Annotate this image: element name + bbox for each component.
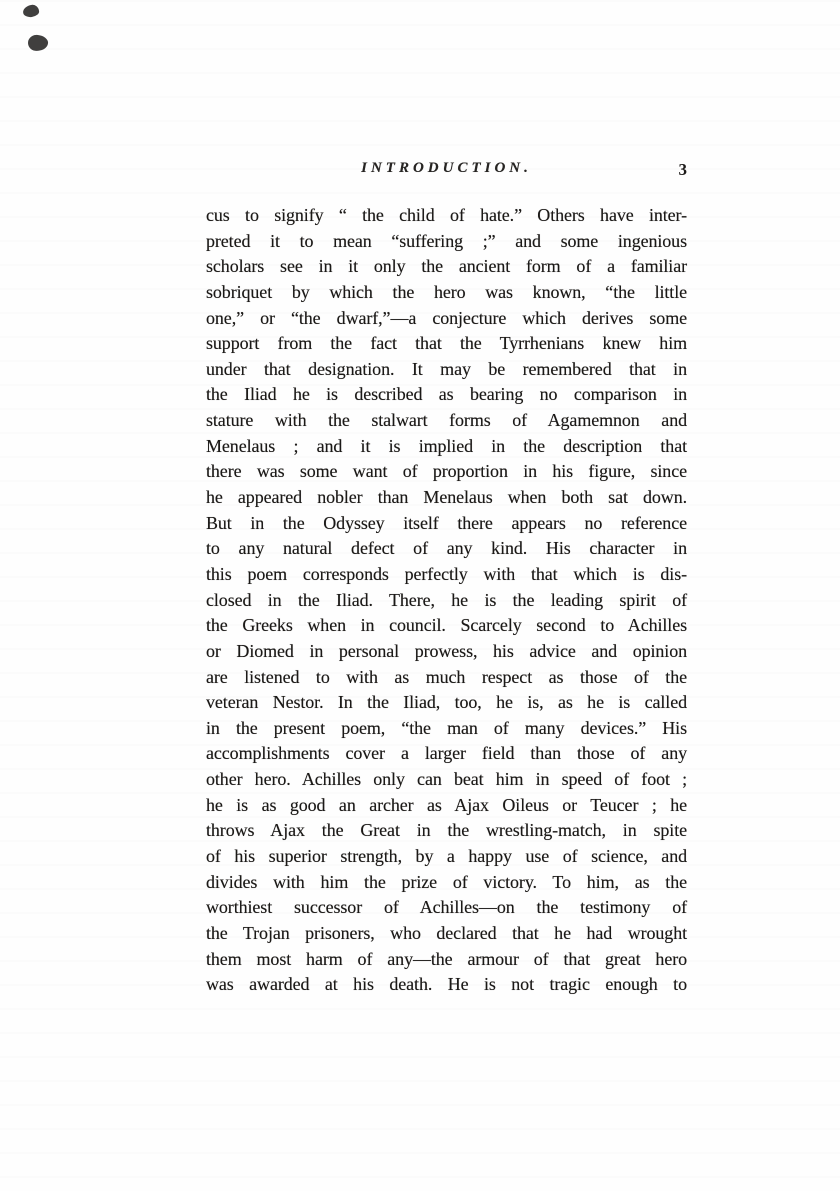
- text-line: to any natural defect of any kind. His character in: [206, 538, 687, 559]
- page-number: 3: [678, 160, 687, 179]
- text-line: scholars see in it only the ancient form of a familiar: [206, 256, 687, 277]
- text-line: throws Ajax the Great in the wrestling-match, in spite: [206, 820, 687, 841]
- text-line: accomplishments cover a larger field than those of any: [206, 743, 687, 764]
- text-line: the Iliad he is described as bearing no comparison in: [206, 384, 687, 405]
- text-line: he is as good an archer as Ajax Oileus or Teucer ; he: [206, 794, 687, 815]
- ink-smudge-mark: [22, 4, 40, 18]
- text-line: was awarded at his death. He is not tragic enough to: [206, 974, 687, 995]
- header-title: INTRODUCTION.: [361, 160, 532, 176]
- text-line: the Trojan prisoners, who declared that he had wrought: [206, 922, 687, 943]
- text-line: in the present poem, “the man of many devices.” His: [206, 717, 687, 738]
- body-text: [206, 203, 687, 998]
- text-line: worthiest successor of Achilles—on the testimony of: [206, 897, 687, 918]
- text-line: them most harm of any—the armour of that great hero: [206, 948, 687, 969]
- text-line: divides with him the prize of victory. To him, as the: [206, 871, 687, 892]
- text-line: closed in the Iliad. There, he is the leading spirit of: [206, 589, 687, 610]
- text-line: of his superior strength, by a happy use of science, and: [206, 846, 687, 867]
- text-line: veteran Nestor. In the Iliad, too, he is, as he is called: [206, 692, 687, 713]
- text-line: this poem corresponds perfectly with that which is dis-: [206, 563, 687, 584]
- text-line: under that designation. It may be remembered that in: [206, 358, 687, 379]
- text-line: the Greeks when in council. Scarcely second to Achilles: [206, 615, 687, 636]
- text-line: he appeared nobler than Menelaus when both sat down.: [206, 487, 687, 508]
- text-line: there was some want of proportion in his figure, since: [206, 461, 687, 482]
- text-line: are listened to with as much respect as those of the: [206, 666, 687, 687]
- running-header: [206, 160, 687, 186]
- text-line: support from the fact that the Tyrrhenians knew him: [206, 333, 687, 354]
- text-line: other hero. Achilles only can beat him in speed of foot ;: [206, 769, 687, 790]
- text-line: cus to signify “ the child of hate.” Others have inter-: [206, 205, 687, 225]
- ink-smudge-mark: [27, 34, 49, 52]
- text-line: preted it to mean “suffering ;” and some ingenious: [206, 230, 687, 251]
- text-line: stature with the stalwart forms of Agamemnon and: [206, 410, 687, 431]
- text-line: Menelaus ; and it is implied in the description that: [206, 435, 687, 456]
- text-line: or Diomed in personal prowess, his advice and opinion: [206, 640, 687, 661]
- text-line: sobriquet by which the hero was known, “the little: [206, 281, 687, 302]
- text-line: But in the Odyssey itself there appears no reference: [206, 512, 687, 533]
- text-line: one,” or “the dwarf,”—a conjecture which derives some: [206, 307, 687, 328]
